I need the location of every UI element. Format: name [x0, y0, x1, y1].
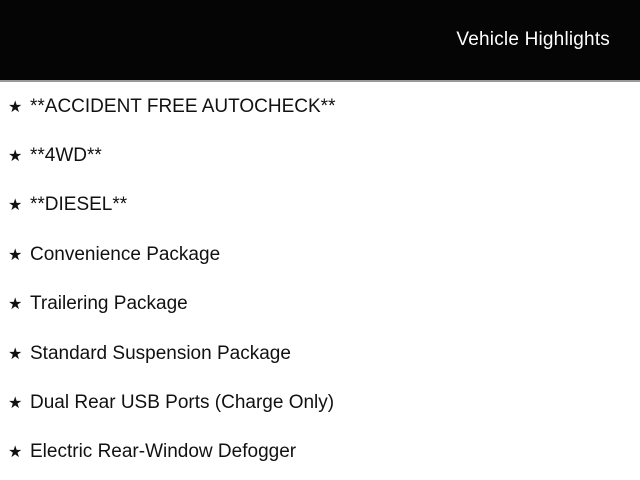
list-item: [0, 280, 640, 329]
list-item: [0, 82, 640, 131]
star-icon: ★: [8, 195, 23, 215]
star-icon: ★: [8, 146, 23, 166]
vehicle-highlights-list: [0, 82, 640, 477]
list-item-label: Electric Rear-Window Defogger: [30, 441, 297, 463]
header-bar: [0, 0, 640, 82]
star-icon: ★: [8, 442, 23, 462]
star-icon: ★: [8, 393, 23, 413]
list-item: [0, 378, 640, 427]
list-item-label: **DIESEL**: [30, 194, 128, 216]
list-item: [0, 230, 640, 279]
star-icon: ★: [8, 343, 23, 363]
list-item-label: **ACCIDENT FREE AUTOCHECK**: [30, 95, 336, 117]
list-item: [0, 428, 640, 477]
page-title: Vehicle Highlights: [456, 29, 610, 50]
list-item-label: Dual Rear USB Ports (Charge Only): [30, 392, 335, 414]
star-icon: ★: [8, 244, 23, 264]
list-item-label: **4WD**: [30, 145, 102, 167]
list-item-label: Standard Suspension Package: [30, 342, 291, 364]
star-icon: ★: [8, 96, 23, 116]
list-item: [0, 181, 640, 230]
list-item-label: Trailering Package: [30, 293, 188, 315]
list-item: [0, 329, 640, 378]
list-item: [0, 131, 640, 180]
list-item-label: Convenience Package: [30, 243, 221, 265]
star-icon: ★: [8, 294, 23, 314]
